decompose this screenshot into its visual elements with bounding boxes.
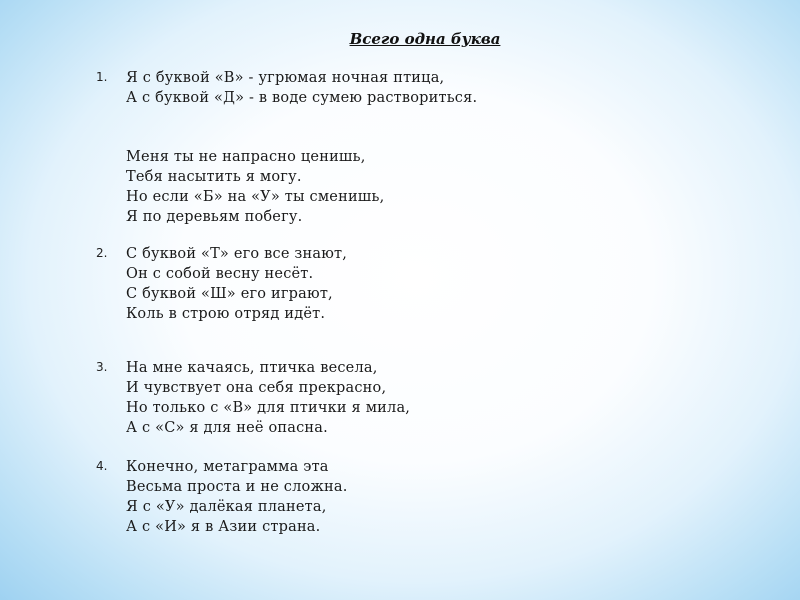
riddle-line: А с «И» я в Азии страна. [126, 519, 321, 535]
riddle-number: 2. [96, 246, 108, 260]
riddle-line: Меня ты не напрасно ценишь, [126, 149, 366, 165]
riddle-line: Я по деревьям побегу. [126, 209, 303, 225]
riddle-lines [126, 358, 410, 438]
riddle-lines [126, 68, 477, 108]
riddle-line: Тебя насытить я могу. [126, 169, 302, 185]
slide-title: Всего одна буква [349, 30, 501, 48]
riddle-line: Коль в строю отряд идёт. [126, 306, 326, 322]
riddle-line: А с буквой «Д» - в воде сумею раствориться. [126, 90, 478, 106]
riddle-lines [126, 244, 347, 324]
riddle-line: Но только с «В» для птички я мила, [126, 400, 411, 416]
riddle-number: 4. [96, 459, 108, 473]
riddle-line: А с «С» я для неё опасна. [126, 420, 328, 436]
riddle-line: С буквой «Ш» его играют, [126, 286, 333, 302]
riddle-line: На мне качаясь, птичка весела, [126, 360, 378, 376]
riddle-line: Но если «Б» на «У» ты сменишь, [126, 189, 385, 205]
riddle-number: 1. [96, 70, 108, 84]
riddle-line: Конечно, метаграмма эта [126, 459, 329, 475]
riddle-line: С буквой «Т» его все знают, [126, 246, 348, 262]
riddle-line: Весьма проста и не сложна. [126, 479, 348, 495]
riddle-lines [126, 457, 348, 537]
riddle-line: Он с собой весну несёт. [126, 266, 314, 282]
riddle-line: Я с «У» далёкая планета, [126, 499, 327, 515]
riddle-lines [126, 147, 384, 227]
riddle-number: 3. [96, 360, 108, 374]
riddle-line: И чувствует она себя прекрасно, [126, 380, 387, 396]
riddle-line: Я с буквой «В» - угрюмая ночная птица, [126, 70, 445, 86]
